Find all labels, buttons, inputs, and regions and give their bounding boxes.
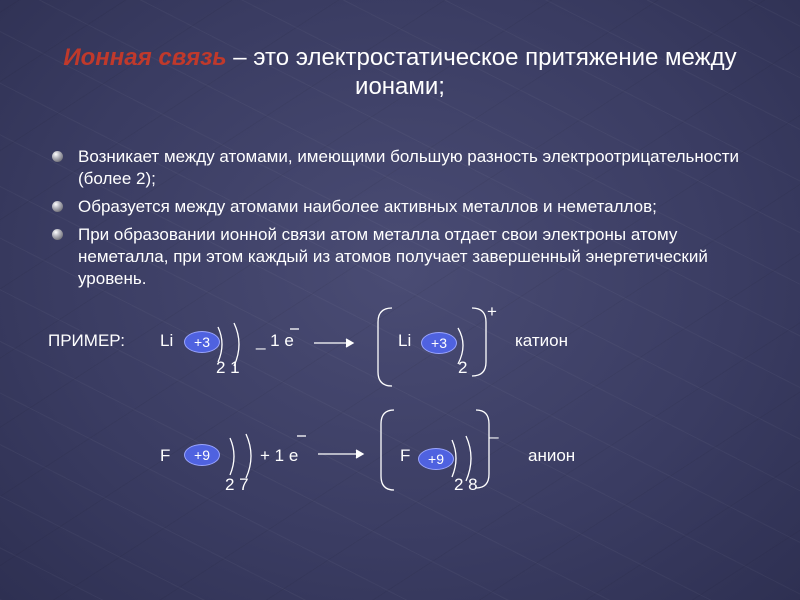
bullet-list: [50, 146, 750, 296]
bullet-text: При образовании ионной связи атом металла отдает свои электроны атому неметалла, при этом каждый из атомов получает завершенный энергетический уровень.: [78, 225, 708, 288]
bullet-sphere-icon: [52, 151, 63, 162]
f-ion-bracket-left: [381, 410, 394, 490]
f-electron-change: + 1 e: [260, 446, 299, 465]
f-shell-2-arc: [246, 434, 251, 478]
bullet-sphere-icon: [52, 229, 63, 240]
li-electron-change: _ 1 e: [256, 331, 294, 350]
f-ion-symbol: F: [400, 446, 411, 465]
bullet-item: [50, 146, 750, 190]
li-ion-electron-layers: 2: [458, 358, 468, 377]
li-electron-layers: 2 1: [216, 358, 240, 377]
bullet-text: Возникает между атомами, имеющими большую разность электроотрицательности (более 2);: [78, 147, 740, 188]
bullet-sphere-icon: [52, 201, 63, 212]
f-ion-nucleus-charge: +9: [418, 448, 454, 470]
example-label: ПРИМЕР:: [48, 331, 125, 350]
li-atom-symbol: Li: [160, 331, 174, 350]
li-ion-nucleus-charge: +3: [421, 332, 457, 354]
li-reaction-arrowhead: [346, 339, 353, 347]
f-electron-layers: 2 7: [225, 475, 249, 494]
li-ion-charge-sign: +: [487, 302, 497, 321]
f-shell-1-arc: [230, 438, 234, 475]
li-ion-name: катион: [515, 331, 569, 350]
f-nucleus-charge: +9: [184, 444, 220, 466]
li-ion-symbol: Li: [398, 331, 412, 350]
li-nucleus-charge: +3: [184, 331, 220, 353]
f-ion-name: анион: [528, 446, 576, 465]
title-emphasis: Ионная связь: [63, 44, 227, 71]
li-ion-bracket-left: [378, 308, 392, 386]
f-ion-charge-sign: _: [489, 420, 499, 439]
slide-title: [40, 43, 760, 101]
li-ion-bracket-right: [472, 308, 486, 376]
f-reaction-arrowhead: [356, 450, 363, 458]
bullet-item: [50, 196, 750, 218]
bullet-text: Образуется между атомами наиболее активных металлов и неметаллов;: [78, 197, 657, 216]
title-rest: – это электростатическое притяжение между ионами;: [226, 44, 737, 100]
f-ion-bracket-right: [476, 410, 489, 488]
f-ion-electron-layers: 2 8: [454, 475, 478, 494]
bullet-item: [50, 224, 750, 290]
f-atom-symbol: F: [160, 446, 171, 465]
